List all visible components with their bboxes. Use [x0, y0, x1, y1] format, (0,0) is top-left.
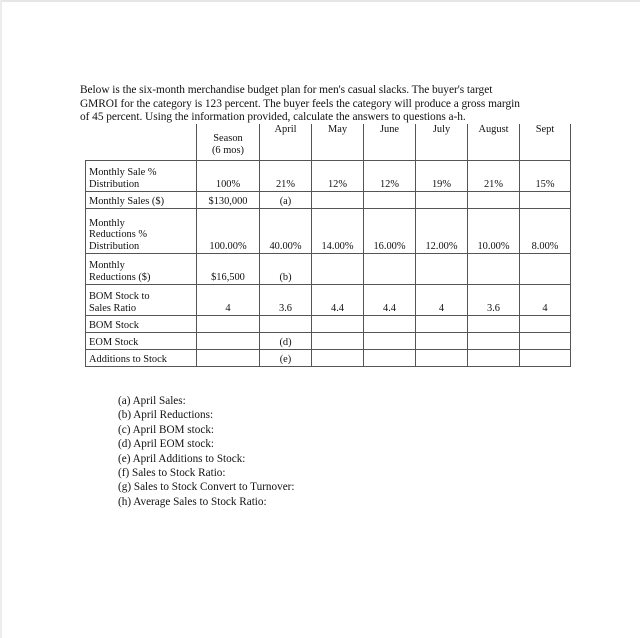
cell-sept: [520, 349, 571, 366]
table-header-row: [86, 124, 571, 160]
cell-august: 3.6: [468, 284, 520, 315]
season-cell: [197, 315, 260, 332]
header-season-cell: [197, 124, 260, 160]
row-label-cell: [86, 253, 197, 284]
cell-sept: [520, 253, 571, 284]
row-label-line: Monthly: [89, 217, 125, 229]
season-cell: $16,500: [197, 253, 260, 284]
row-label-cell: [86, 284, 197, 315]
row-label-line: BOM Stock: [89, 319, 139, 331]
question-item: (h) Average Sales to Stock Ratio:: [118, 495, 267, 508]
cell-sept: [520, 332, 571, 349]
table-row: [86, 208, 571, 253]
cell-may: 14.00%: [312, 208, 364, 253]
row-label-line: Additions to Stock: [89, 353, 167, 365]
cell-july: [416, 253, 468, 284]
table-row: [86, 349, 571, 366]
row-label-line: BOM Stock to: [89, 291, 150, 303]
row-label-line: EOM Stock: [89, 336, 139, 348]
row-label-line: Monthly: [89, 260, 125, 272]
intro-line: Below is the six-month merchandise budget plan for men's casual slacks. The buyer's target: [80, 84, 493, 96]
table-row: [86, 191, 571, 208]
row-label-cell: [86, 349, 197, 366]
cell-may: [312, 349, 364, 366]
cell-august: [468, 191, 520, 208]
intro-line: of 45 percent. Using the information provided, calculate the answers to questions a-h.: [80, 111, 466, 123]
row-label-line: Sales Ratio: [89, 302, 137, 314]
cell-may: 4.4: [312, 284, 364, 315]
cell-july: 12.00%: [416, 208, 468, 253]
cell-june: [364, 191, 416, 208]
cell-july: [416, 315, 468, 332]
question-item: (f) Sales to Stock Ratio:: [118, 467, 226, 480]
cell-august: [468, 315, 520, 332]
table-row: [86, 160, 571, 191]
row-label-line: Monthly Sale %: [89, 167, 157, 179]
cell-april: 21%: [260, 160, 312, 191]
table-row: [86, 253, 571, 284]
row-label-cell: [86, 208, 197, 253]
cell-may: [312, 191, 364, 208]
cell-june: [364, 315, 416, 332]
header-month-may: May: [312, 124, 364, 160]
question-item: (d) April EOM stock:: [118, 438, 215, 451]
question-item: (g) Sales to Stock Convert to Turnover:: [118, 481, 295, 494]
row-label-cell: [86, 160, 197, 191]
cell-june: [364, 253, 416, 284]
table-row: [86, 332, 571, 349]
row-label-line: Reductions %: [89, 229, 148, 241]
cell-april: [260, 315, 312, 332]
season-cell: [197, 332, 260, 349]
cell-june: 4.4: [364, 284, 416, 315]
cell-may: [312, 332, 364, 349]
cell-july: [416, 349, 468, 366]
cell-april: (e): [260, 349, 312, 366]
cell-sept: 15%: [520, 160, 571, 191]
table-body: [86, 160, 571, 366]
row-label-line: Monthly Sales ($): [89, 195, 165, 207]
cell-april: (b): [260, 253, 312, 284]
cell-june: 16.00%: [364, 208, 416, 253]
cell-july: 4: [416, 284, 468, 315]
cell-june: 12%: [364, 160, 416, 191]
cell-sept: 8.00%: [520, 208, 571, 253]
row-label-line: Distribution: [89, 240, 140, 252]
header-corner-cell: [86, 124, 197, 160]
question-item: (b) April Reductions:: [118, 409, 214, 422]
table-row: [86, 315, 571, 332]
cell-june: [364, 332, 416, 349]
cell-april: 40.00%: [260, 208, 312, 253]
question-item: (a) April Sales:: [118, 395, 186, 407]
header-month-june: June: [364, 124, 416, 160]
cell-august: [468, 349, 520, 366]
cell-july: [416, 191, 468, 208]
cell-august: [468, 332, 520, 349]
table-row: [86, 284, 571, 315]
row-label-line: Reductions ($): [89, 271, 151, 283]
cell-may: [312, 253, 364, 284]
row-label-cell: [86, 315, 197, 332]
header-month-july: July: [416, 124, 468, 160]
question-item: (e) April Additions to Stock:: [118, 452, 246, 465]
cell-april: 3.6: [260, 284, 312, 315]
question-list: [118, 394, 295, 509]
question-item: (c) April BOM stock:: [118, 423, 215, 436]
row-label-cell: [86, 191, 197, 208]
header-season-label: Season: [213, 133, 243, 144]
row-label-cell: [86, 332, 197, 349]
intro-paragraph: [80, 84, 570, 125]
cell-april: (a): [260, 191, 312, 208]
cell-sept: 4: [520, 284, 571, 315]
cell-august: 10.00%: [468, 208, 520, 253]
season-cell: 100.00%: [197, 208, 260, 253]
merchandise-budget-table: [85, 124, 571, 367]
season-cell: [197, 349, 260, 366]
cell-may: [312, 315, 364, 332]
page-border-top: [0, 0, 640, 2]
page-border-left: [0, 0, 2, 638]
cell-sept: [520, 315, 571, 332]
cell-august: [468, 253, 520, 284]
header-month-sept: Sept: [520, 124, 571, 160]
intro-line: GMROI for the category is 123 percent. The buyer feels the category will produce a gross margin: [80, 97, 520, 110]
header-month-august: August: [468, 124, 520, 160]
cell-may: 12%: [312, 160, 364, 191]
season-cell: 4: [197, 284, 260, 315]
row-label-line: Distribution: [89, 178, 140, 190]
cell-sept: [520, 191, 571, 208]
cell-july: [416, 332, 468, 349]
cell-june: [364, 349, 416, 366]
cell-july: 19%: [416, 160, 468, 191]
season-cell: 100%: [197, 160, 260, 191]
header-month-april: April: [260, 124, 312, 160]
cell-april: (d): [260, 332, 312, 349]
season-cell: $130,000: [197, 191, 260, 208]
header-season-sublabel: (6 mos): [211, 144, 245, 156]
cell-august: 21%: [468, 160, 520, 191]
